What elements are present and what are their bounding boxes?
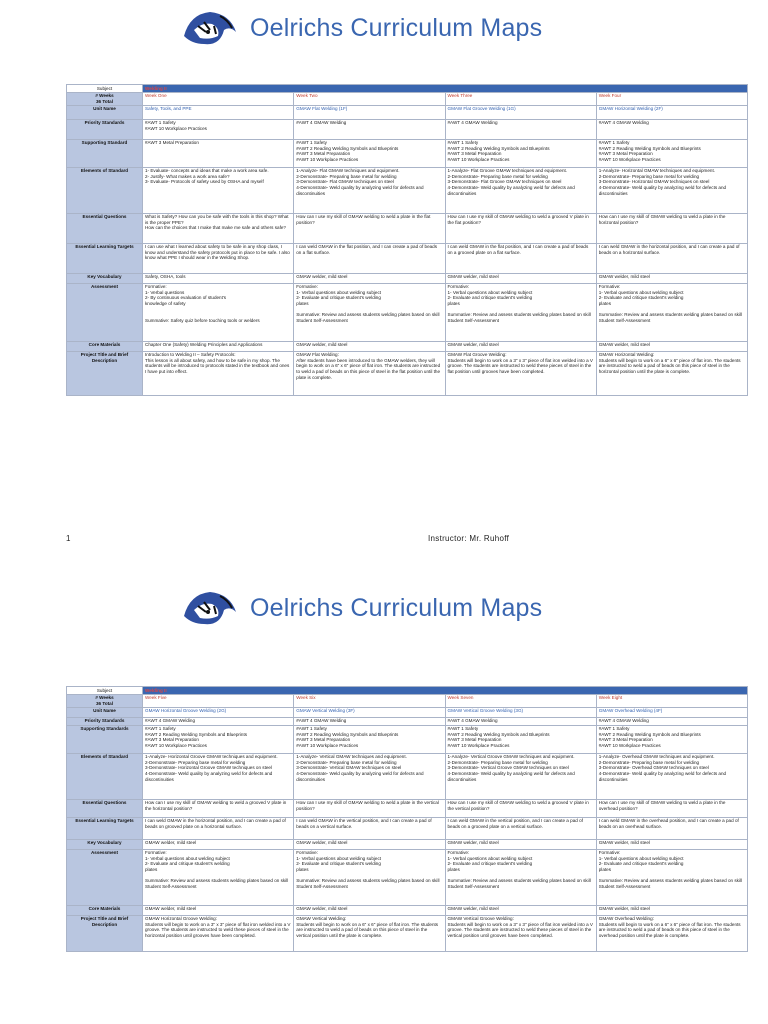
assessment-cell: Formative: 1- Verbal questions 2- By continuous evaluation of student's knowledge of safety Summative: Safety quiz before touching tools or welders (143, 283, 294, 341)
assessment-row (67, 849, 748, 905)
learning-target: I can weld GMAW in the flat position, and I can create a pad of beads on a flat surface. (294, 243, 445, 273)
assessment-cell: Formative: 1- Verbal questions about welding subject 2- Evaluate and critique student's welding plates Summative: Review and assess students welding plates based on skill Student Self-Assessment (596, 849, 747, 905)
assessment-cell: Formative: 1- Verbal questions about welding subject 2- Evaluate and critique student's welding plates Summative: Review and assess students welding plates based on skill Student Self-Assessment (143, 849, 294, 905)
weeks-row (67, 694, 748, 707)
supporting-row (67, 725, 748, 753)
unit-row (67, 105, 748, 119)
row-label: Elements of Standard (67, 753, 143, 799)
key-vocabulary: GMAW welder, mild steel (445, 273, 596, 283)
assessment-cell: Formative: 1- Verbal questions about welding subject 2- Evaluate and critique student's welding plates Summative: Review and assess students welding plates based on skill Student Self-Assessment (294, 849, 445, 905)
project-description: GMAW Flat Welding: After students have been introduced to the GMAW welders, they will begin to work on a 6" x 6" piece of flat iron. The students are instructed to weld a pad of beads on this piece of steel in the flat position until the plate is complete. (294, 351, 445, 395)
learning-target: I can use what I learned about safety to be safe in any shop class, I know and understand the safety protocols put in place to be safe. I also know what PPE I should wear in the Welding Shop. (143, 243, 294, 273)
unit-name: GMAW Horizontal Welding (2F) (596, 105, 747, 119)
project-description: GMAW Vertical Groove Welding: Students will begin to work on a 3" x 3" piece of flat iron welded into a V groove. The students are instructed to weld these pieces of steel in the vertical position until grooves have been completed. (445, 915, 596, 951)
supporting-standard: #AWT 3 Metal Preparation (143, 139, 294, 167)
project-row (67, 351, 748, 395)
row-label: Project Title and Brief Description (67, 351, 143, 395)
row-label: # Weeks 36 Total (67, 694, 143, 707)
core-material: GMAW welder, mild steel (143, 905, 294, 915)
supporting-standard: #AWT 1 Safety #AWT 2 Reading Welding Symbols and Blueprints #AWT 3 Metal Preparation #AWT 10 Workplace Practices (294, 139, 445, 167)
unit-row (67, 707, 748, 717)
vocab-row (67, 273, 748, 283)
materials-row (67, 341, 748, 351)
project-description: GMAW Overhead Welding: Students will begin to work on a 6" x 6" piece of flat iron. The students are instructed to weld a pad of beads on this piece of steel in the overhead position until the plate is complete. (596, 915, 747, 951)
supporting-standard: #AWT 1 Safety #AWT 2 Reading Welding Symbols and Blueprints #AWT 3 Metal Preparation #AWT 10 Workplace Practices (143, 725, 294, 753)
essential-question: How can I use my skill of GMAW welding to weld a plate in the flat position? (294, 213, 445, 243)
element-of-standard: 1-Analyze- Flat GMAW techniques and equipment. 2-Demonstrate- Preparing base metal for welding 3-Demonstrate- Flat GMAW techniques on steel 4-Demonstrate- Weld quality by analyzing weld for defects and discontinuities (294, 167, 445, 213)
week-header: Week Three (445, 92, 596, 105)
project-description: Introduction to Welding II – Safety Protocols: This lesson is all about safety, and how to be safe in my shop. The students will be introduced to protocols stated in the textbook and ones I have put into effect. (143, 351, 294, 395)
supporting-standard: #AWT 1 Safety #AWT 2 Reading Welding Symbols and Blueprints #AWT 3 Metal Preparation #AWT 10 Workplace Practices (596, 725, 747, 753)
row-label: Key Vocabulary (67, 273, 143, 283)
supporting-standard: #AWT 1 Safety #AWT 2 Reading Welding Symbols and Blueprints #AWT 3 Metal Preparation #AWT 10 Workplace Practices (294, 725, 445, 753)
elements-row (67, 753, 748, 799)
priority-standard: #AWT 4 GMAW Welding (294, 717, 445, 725)
row-label: Core Materials (67, 905, 143, 915)
row-label: Project Title and Brief Description (67, 915, 143, 951)
subject-row (67, 687, 748, 695)
tiger-mascot-logo (180, 586, 240, 630)
key-vocabulary: GMAW welder, mild steel (596, 839, 747, 849)
subject-value: Welding II (143, 85, 748, 93)
assessment-cell: Formative: 1- Verbal questions about welding subject 2- Evaluate and critique student's welding plates Summative: Review and assess students welding plates based on skill Student Self-Assessment (445, 283, 596, 341)
priority-standard: #AWT 4 GMAW Welding (596, 119, 747, 139)
curriculum-table (66, 84, 748, 396)
learning-target: I can weld GMAW in the horizontal position, and I can create a pad of beads on a horizontal surface. (596, 243, 747, 273)
questions-row (67, 213, 748, 243)
elements-row (67, 167, 748, 213)
curriculum-table (66, 686, 748, 952)
row-label: Subject (67, 687, 143, 695)
core-material: GMAW welder, mild steel (294, 341, 445, 351)
unit-name: Safety, Tools, and PPE (143, 105, 294, 119)
key-vocabulary: GMAW welder, mild steel (294, 839, 445, 849)
project-description: GMAW Vertical Welding: Students will begin to work on a 6" x 6" piece of flat iron. The students are instructed to weld a pad of beads on this piece of steel in the vertical position until the plate is complete. (294, 915, 445, 951)
learning-target: I can weld GMAW in the vertical position, and I can create a pad of beads on a vertical surface. (294, 817, 445, 839)
row-label: Subject (67, 85, 143, 93)
element-of-standard: 1-Analyze- Overhead GMAW techniques and equipment. 2-Demonstrate- Preparing base metal for welding 3-Demonstrate- Overhead GMAW techniques on steel 4-Demonstrate- Weld quality by analyzing weld for defects and discontinuities (596, 753, 747, 799)
core-material: GMAW welder, mild steel (445, 341, 596, 351)
element-of-standard: 1-Analyze- Flat Groove GMAW techniques and equipment. 2-Demonstrate- Preparing base metal for welding 3-Demonstrate- Flat Groove GMAW techniques on steel 4-Demonstrate- Weld quality by analyzing weld for defects and discontinuities (445, 167, 596, 213)
core-material: Chapter One (Safety) Welding Principles and Applications (143, 341, 294, 351)
essential-question: How can I use my skill of GMAW welding to weld a plate in the vertical position? (294, 799, 445, 817)
weeks-row (67, 92, 748, 105)
row-label: Key Vocabulary (67, 839, 143, 849)
priority-row (67, 119, 748, 139)
priority-standard: #AWT 4 GMAW Welding (143, 717, 294, 725)
project-row (67, 915, 748, 951)
row-label: # Weeks 36 Total (67, 92, 143, 105)
element-of-standard: 1-Analyze- Vertical Groove GMAW techniques and equipment. 2-Demonstrate- Preparing base metal for welding 3-Demonstrate- Vertical Groove GMAW techniques on steel 4-Demonstrate- Weld quality by analyzing weld for defects and discontinuities (445, 753, 596, 799)
week-header: Week Four (596, 92, 747, 105)
row-label: Essential Learning Targets (67, 817, 143, 839)
priority-standard: #AWT 1 Safety #AWT 10 Workplace Practices (143, 119, 294, 139)
learning-target: I can weld GMAW in the flat position, and I can create a pad of beads on a grooved plate on a flat surface. (445, 243, 596, 273)
core-material: GMAW welder, mild steel (596, 341, 747, 351)
row-label: Unit Name (67, 707, 143, 717)
materials-row (67, 905, 748, 915)
element-of-standard: 1-Analyze- Horizontal GMAW techniques and equipment. 2-Demonstrate- Preparing base metal for welding 3-Demonstrate- Horizontal GMAW techniques on steel 4-Demonstrate- Weld quality by analyzing weld for defects and discontinuities (596, 167, 747, 213)
row-label: Priority Standards (67, 119, 143, 139)
priority-standard: #AWT 4 GMAW Welding (294, 119, 445, 139)
week-header: Week Eight (596, 694, 747, 707)
element-of-standard: 1- Evaluate- concepts and ideas that make a work area safe. 2- Justify- What makes a work area safe? 3- Evaluate- Protocols of safety used by OSHA and myself (143, 167, 294, 213)
row-label: Assessment (67, 849, 143, 905)
core-material: GMAW welder, mild steel (294, 905, 445, 915)
row-label: Supporting Standards (67, 725, 143, 753)
priority-row (67, 717, 748, 725)
supporting-standard: #AWT 1 Safety #AWT 2 Reading Welding Symbols and Blueprints #AWT 3 Metal Preparation #AWT 10 Workplace Practices (596, 139, 747, 167)
page-number: 1 (66, 534, 71, 543)
essential-question: How can I use my skill of GMAW welding to weld a grooved V plate in the flat position? (445, 213, 596, 243)
unit-name: GMAW Horizontal Groove Welding (2G) (143, 707, 294, 717)
row-label: Core Materials (67, 341, 143, 351)
subject-row (67, 85, 748, 93)
row-label: Elements of Standard (67, 167, 143, 213)
row-label: Essential Learning Targets (67, 243, 143, 273)
project-description: GMAW Horizontal Welding: Students will begin to work on a 6" x 6" piece of flat iron. The students are instructed to weld a pad of beads on this piece of steel in the horizontal position until the plate is complete. (596, 351, 747, 395)
row-label: Essential Questions (67, 213, 143, 243)
assessment-cell: Formative: 1- Verbal questions about welding subject 2- Evaluate and critique student's welding plates Summative: Review and assess students welding plates based on skill Student Self-Assessment (445, 849, 596, 905)
element-of-standard: 1-Analyze- Horizontal Groove GMAW techniques and equipment. 2-Demonstrate- Preparing base metal for welding 3-Demonstrate- Horizontal Groove GMAW techniques on steel 4-Demonstrate- Weld quality by analyzing weld for defects and discontinuities (143, 753, 294, 799)
targets-row (67, 243, 748, 273)
vocab-row (67, 839, 748, 849)
core-material: GMAW welder, mild steel (596, 905, 747, 915)
unit-name: GMAW Flat Groove Welding (1G) (445, 105, 596, 119)
unit-name: GMAW Flat Welding (1F) (294, 105, 445, 119)
essential-question: How can I use my skill of GMAW welding to weld a grooved V plate in the horizontal position? (143, 799, 294, 817)
unit-name: GMAW Vertical Welding (3F) (294, 707, 445, 717)
week-header: Week One (143, 92, 294, 105)
key-vocabulary: GMAW welder, mild steel (143, 839, 294, 849)
key-vocabulary: GMAW welder, mild steel (596, 273, 747, 283)
key-vocabulary: Safety, OSHA, tools (143, 273, 294, 283)
week-header: Week Six (294, 694, 445, 707)
row-label: Priority Standards (67, 717, 143, 725)
unit-name: GMAW Vertical Groove Welding (3G) (445, 707, 596, 717)
core-material: GMAW welder, mild steel (445, 905, 596, 915)
instructor-name: Instructor: Mr. Ruhoff (428, 534, 510, 543)
page-title: Oelrichs Curriculum Maps (250, 14, 543, 42)
tiger-mascot-logo (180, 6, 240, 50)
targets-row (67, 817, 748, 839)
row-label: Assessment (67, 283, 143, 341)
priority-standard: #AWT 4 GMAW Welding (445, 717, 596, 725)
questions-row (67, 799, 748, 817)
week-header: Week Five (143, 694, 294, 707)
essential-question: What is Safety? How can you be safe with the tools in this shop? What is the proper PPE? How can the choices that I make that make me safe and others safe? (143, 213, 294, 243)
learning-target: I can weld GMAW in the overhead position, and I can create a pad of beads on an overhead surface. (596, 817, 747, 839)
key-vocabulary: GMAW welder, mild steel (294, 273, 445, 283)
project-description: GMAW Horizontal Groove Welding: Students will begin to work on a 3" x 3" piece of flat iron welded into a V groove. The students are instructed to weld these pieces of steel in the horizontal position until grooves have been completed. (143, 915, 294, 951)
learning-target: I can weld GMAW in the horizontal position, and I can create a pad of beads on grooved plate on a horizontal surface. (143, 817, 294, 839)
priority-standard: #AWT 4 GMAW Welding (445, 119, 596, 139)
supporting-row (67, 139, 748, 167)
key-vocabulary: GMAW welder, mild steel (445, 839, 596, 849)
assessment-row (67, 283, 748, 341)
subject-value: Welding II (143, 687, 748, 695)
page-title: Oelrichs Curriculum Maps (250, 594, 543, 622)
essential-question: How can I use my skill of GMAW welding to weld a plate in the overhead position? (596, 799, 747, 817)
row-label: Supporting Standard (67, 139, 143, 167)
row-label: Unit Name (67, 105, 143, 119)
priority-standard: #AWT 4 GMAW Welding (596, 717, 747, 725)
week-header: Week Seven (445, 694, 596, 707)
row-label: Essential Questions (67, 799, 143, 817)
supporting-standard: #AWT 1 Safety #AWT 2 Reading Welding Symbols and Blueprints #AWT 3 Metal Preparation #AWT 10 Workplace Practices (445, 725, 596, 753)
essential-question: How can I use my skill of GMAW welding to weld a grooved V plate in the vertical position? (445, 799, 596, 817)
unit-name: GMAW Overhead Welding (4F) (596, 707, 747, 717)
supporting-standard: #AWT 1 Safety #AWT 2 Reading Welding Symbols and Blueprints #AWT 3 Metal Preparation #AWT 10 Workplace Practices (445, 139, 596, 167)
week-header: Week Two (294, 92, 445, 105)
essential-question: How can I use my skill of GMAW welding to weld a plate in the horizontal position? (596, 213, 747, 243)
element-of-standard: 1-Analyze- Vertical GMAW techniques and equipment. 2-Demonstrate- Preparing base metal for welding 3-Demonstrate- Vertical GMAW techniques on steel 4-Demonstrate- Weld quality by analyzing weld for defects and discontinuities (294, 753, 445, 799)
project-description: GMAW Flat Groove Welding: Students will begin to work on a 3" x 3" piece of flat iron welded into a V groove. The students are instructed to weld these pieces of steel in the flat position until grooves have been completed. (445, 351, 596, 395)
assessment-cell: Formative: 1- Verbal questions about welding subject 2- Evaluate and critique student's welding plates Summative: Review and assess students welding plates based on skill Student Self-Assessment (596, 283, 747, 341)
assessment-cell: Formative: 1- Verbal questions about welding subject 2- Evaluate and critique student's welding plates Summative: Review and assess students welding plates based on skill Student Self-Assessment (294, 283, 445, 341)
learning-target: I can weld GMAW in the vertical position, and I can create a pad of beads on a grooved plate on a vertical surface. (445, 817, 596, 839)
